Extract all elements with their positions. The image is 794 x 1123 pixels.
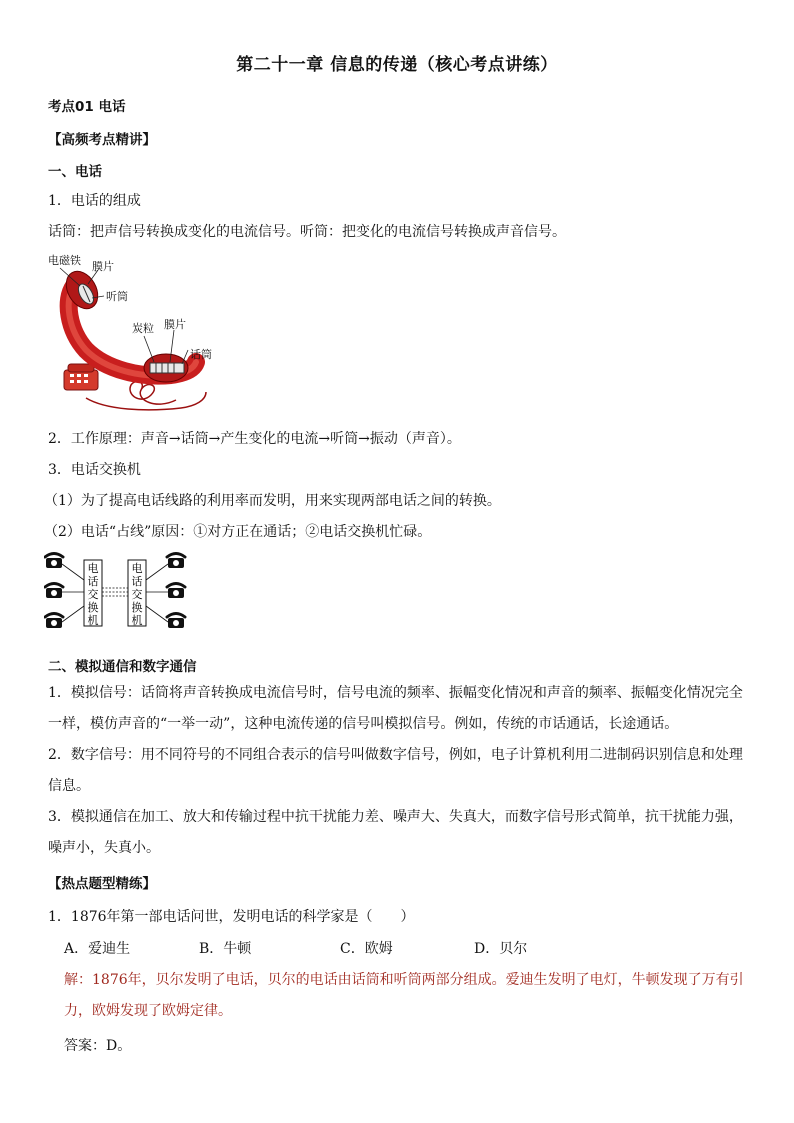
section-1-title: 一、电话 [48,164,102,180]
s1-item-3a: （1）为了提高电话线路的利用率而发明，用来实现两部电话之间的转换。 [44,493,501,509]
label-carbon: 炭粒 [132,322,154,335]
telephone-icon [167,614,185,629]
telephone-handset-figure [46,250,226,415]
telephone-icon [167,584,185,599]
telephone-base-icon [64,364,98,390]
exchange-label-char: 电 [87,562,99,575]
s1-item-3b: （2）电话“占线”原因：①对方正在通话；②电话交换机忙碌。 [44,524,432,540]
exchange-label-char: 机 [87,614,99,627]
exchange-label-char: 话 [131,575,143,588]
label-mic: 话筒 [190,348,212,361]
s1-item-1: 1．电话的组成 [48,193,141,209]
telephone-icon [45,584,63,599]
exchange-label-char: 电 [131,562,143,575]
label-receiver: 听筒 [106,290,128,303]
page-title: 第二十一章 信息的传递（核心考点讲练） [236,55,558,75]
question-1-option-a: A．爱迪生 [64,941,131,957]
question-1-option-c: C．欧姆 [340,941,393,957]
s2-item-1: 1．模拟信号：话筒将声音转换成电流信号时，信号电流的频率、振幅变化情况和声音的频率、振幅变化情况完全一样，模仿声音的“一举一动”，这种电流传递的信号叫模拟信号。例如，传统的市话通话，长途通话。 [48,685,743,732]
exchange-label-char: 交 [87,588,99,601]
question-1-option-b: B．牛顿 [199,941,252,957]
question-1-option-d: D．贝尔 [474,941,528,957]
question-1-solution: 解：1876年，贝尔发明了电话，贝尔的电话由话筒和听筒两部分组成。爱迪生发明了电灯，牛顿发现了万有引力，欧姆发现了欧姆定律。 [64,972,744,1019]
exchange-label-char: 换 [87,601,99,614]
telephone-icon [167,554,185,569]
s1-item-3: 3．电话交换机 [48,462,141,478]
s2-item-2: 2．数字信号：用不同符号的不同组合表示的信号叫做数字信号，例如，电子计算机利用二进制码识别信息和处理信息。 [48,747,743,794]
s2-item-3: 3．模拟通信在加工、放大和传输过程中抗干扰能力差、噪声大、失真大，而数字信号形式简单，抗干扰能力强，噪声小，失真小。 [48,809,743,856]
label-membrane-right: 膜片 [164,318,186,331]
kaodian-heading: 考点01 电话 [48,99,126,115]
exchange-label-char: 话 [87,575,99,588]
exchange-label-char: 换 [131,601,143,614]
question-1-answer: 答案：D。 [64,1038,132,1054]
label-membrane-top: 膜片 [92,260,114,273]
section-redian: 【热点题型精练】 [48,876,156,892]
label-electromagnet: 电磁铁 [48,254,81,267]
exchange-label-char: 机 [131,614,143,627]
section-gaopin: 【高频考点精讲】 [48,132,156,148]
s1-item-2: 2．工作原理：声音→话筒→产生变化的电流→听筒→振动（声音）。 [48,431,461,447]
s1-item-1-text: 话筒：把声信号转换成变化的电流信号。听筒：把变化的电流信号转换成声音信号。 [48,224,566,240]
question-1-stem: 1．1876年第一部电话问世，发明电话的科学家是（ ） [48,909,415,925]
exchange-label-char: 交 [131,588,143,601]
telephone-exchange-figure [44,550,189,640]
telephone-icon [45,614,63,629]
telephone-icon [45,554,63,569]
exchange-box-left-label [88,561,99,627]
section-2-title: 二、模拟通信和数字通信 [48,659,197,675]
exchange-box-right-label [132,561,143,627]
